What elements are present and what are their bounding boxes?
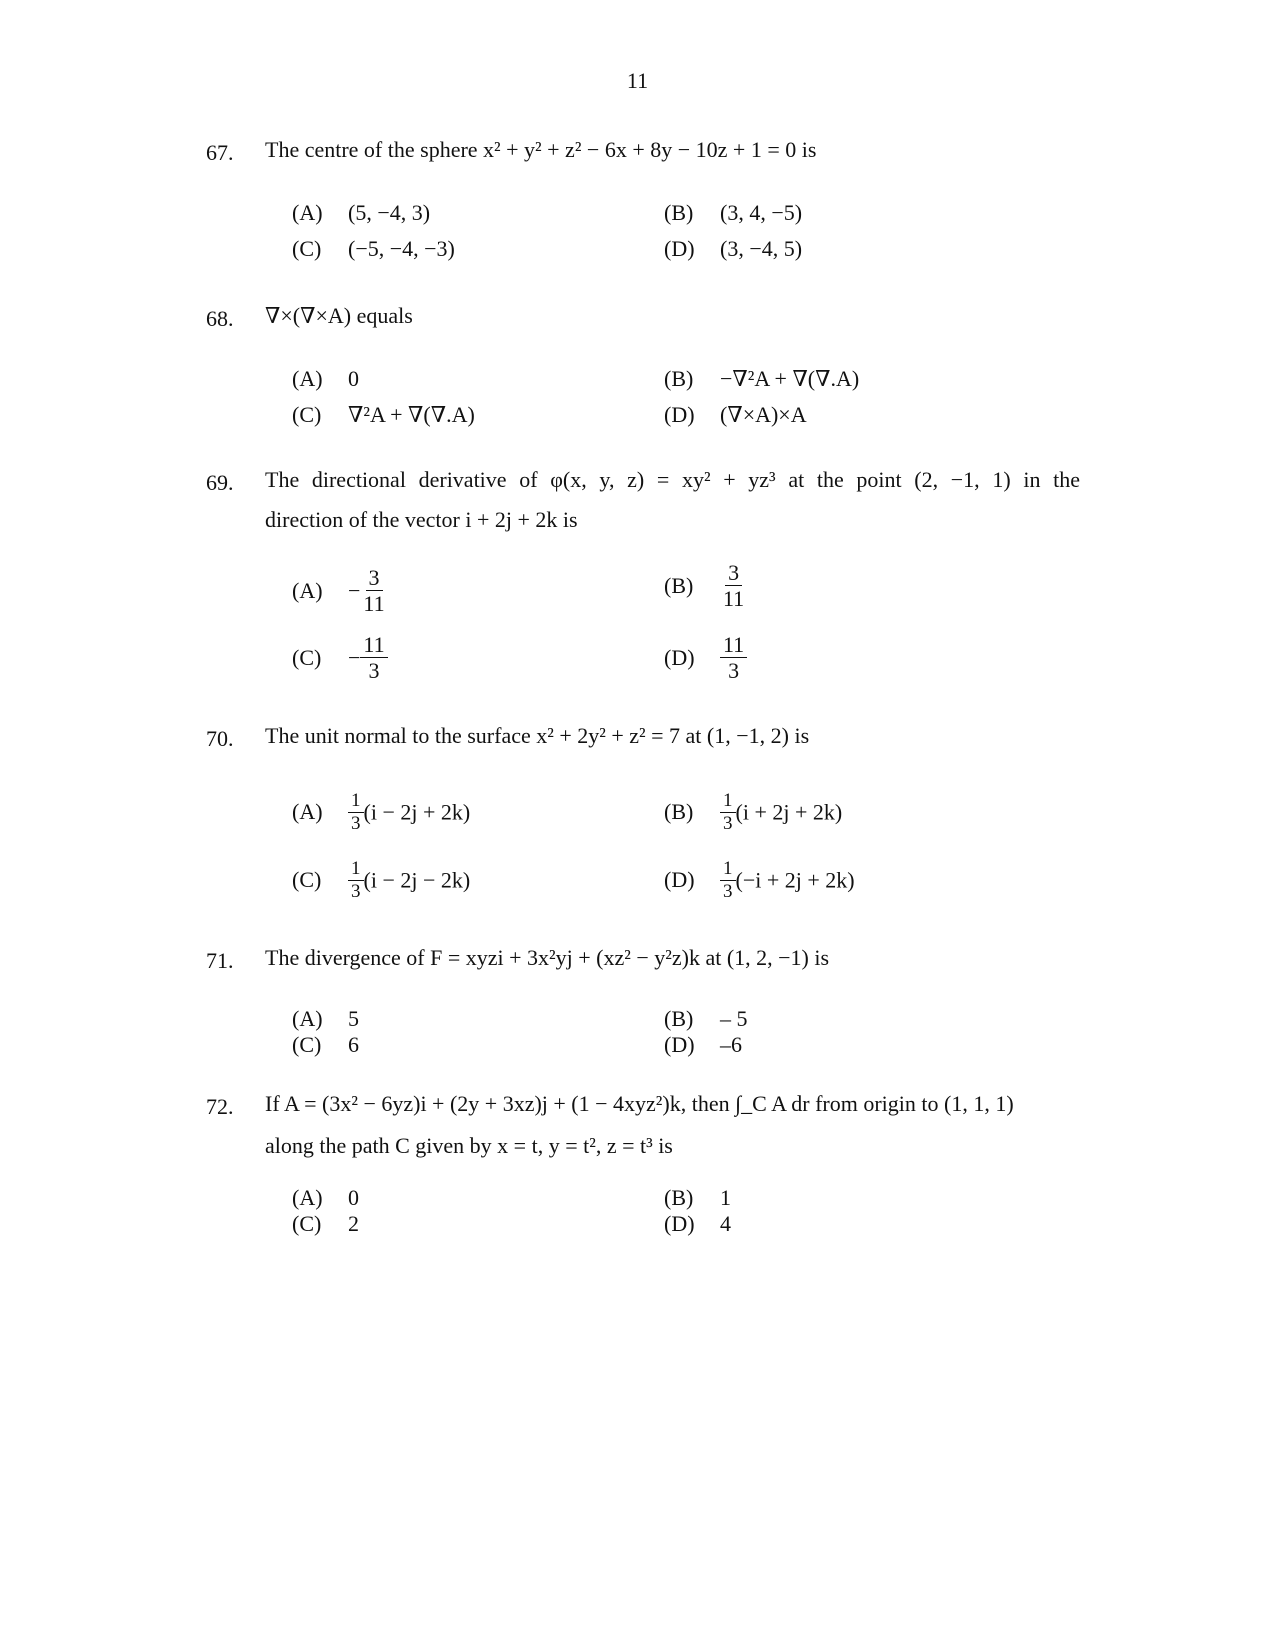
option-d: (D) (3, −4, 5): [664, 236, 803, 261]
option-a: (A) 0: [292, 366, 359, 391]
option-b: (B) – 5: [664, 1006, 748, 1031]
fraction: $\frac{3}{11}$: [723, 560, 745, 612]
option-a: (A) 5: [292, 1006, 359, 1031]
option-b: (B) (3, 4, −5): [664, 200, 803, 225]
option-d: (D) 4: [664, 1211, 731, 1236]
fraction: $\frac{3}{11}$: [363, 565, 385, 617]
question-text-line1: If A = (3x² − 6yz)i + (2y + 3xz)j + (1 − 4xyz²)k, then ∫_C A dr from origin to (1, 1, 1): [265, 1091, 1014, 1116]
question-text-line1: The directional derivative of φ(x, y, z) = xy² + yz³ at the point (2, −1, 1) in the: [265, 467, 1080, 492]
fraction: $\frac{1}{3}$: [348, 858, 364, 903]
question-number: 69.: [206, 470, 234, 495]
option-c: (C) (−5, −4, −3): [292, 236, 455, 261]
option-b: (B) −∇²A + ∇(∇.A): [664, 366, 860, 391]
question-text: The centre of the sphere x² + y² + z² − 6x + 8y − 10z + 1 = 0 is: [265, 137, 817, 162]
fraction: $\frac{1}{3}$: [720, 790, 736, 835]
option-b: (B) $\frac{1}{3}$ (i + 2j + 2k): [664, 790, 843, 834]
fraction: $\frac{11}{3}$: [720, 632, 747, 684]
page-number: 11: [626, 68, 649, 93]
question-text-line2: along the path C given by x = t, y = t², z = t³ is: [265, 1133, 673, 1158]
option-a: (A) − $\frac{3}{11}$: [292, 565, 388, 617]
fraction: $\frac{1}{3}$: [348, 790, 364, 835]
option-d: (D) (∇×A)×A: [664, 402, 807, 427]
question-text: The divergence of F = xyzi + 3x²yj + (xz² − y²z)k at (1, 2, −1) is: [265, 945, 830, 970]
option-a: (A) $\frac{1}{3}$ (i − 2j + 2k): [292, 790, 471, 834]
question-text-line2: direction of the vector i + 2j + 2k is: [265, 507, 578, 532]
fraction: $\frac{1}{3}$: [720, 858, 736, 903]
question-number: 70.: [206, 726, 234, 751]
fraction: $\frac{11}{3}$: [360, 632, 387, 684]
option-c: (C) 2: [292, 1211, 359, 1236]
question-number: 67.: [206, 140, 234, 165]
option-a: (A) 0: [292, 1185, 359, 1210]
option-c: (C) ∇²A + ∇(∇.A): [292, 402, 475, 427]
option-a: (A) (5, −4, 3): [292, 200, 431, 225]
option-b: (B) 1: [664, 1185, 731, 1210]
question-number: 72.: [206, 1094, 234, 1119]
option-c: (C) − $\frac{11}{3}$: [292, 632, 388, 684]
question-number: 68.: [206, 306, 234, 331]
option-b: (B) $\frac{3}{11}$: [664, 560, 747, 612]
question-text: ∇×(∇×A) equals: [265, 303, 413, 328]
option-d: (D) $\frac{11}{3}$: [664, 632, 747, 684]
question-number: 71.: [206, 948, 234, 973]
option-d: (D) $\frac{1}{3}$ (−i + 2j + 2k): [664, 858, 855, 902]
question-text: The unit normal to the surface x² + 2y² + z² = 7 at (1, −1, 2) is: [265, 723, 810, 748]
option-d: (D) –6: [664, 1032, 742, 1057]
option-c: (C) 6: [292, 1032, 359, 1057]
option-c: (C) $\frac{1}{3}$ (i − 2j − 2k): [292, 858, 471, 902]
